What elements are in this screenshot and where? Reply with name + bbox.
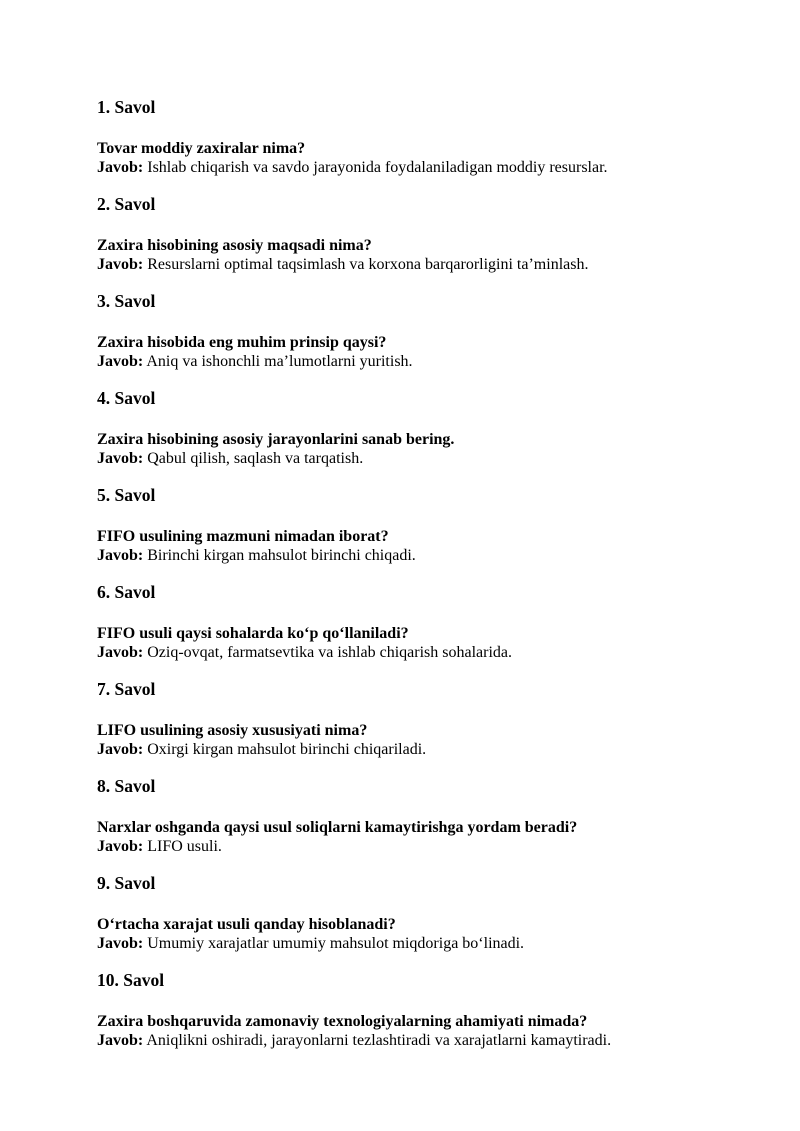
qa-paragraph xyxy=(97,818,730,856)
answer-text: Oziq-ovqat, farmatsevtika va ishlab chiqarish sohalarida. xyxy=(147,644,512,661)
qa-paragraph xyxy=(97,139,730,177)
qa-block xyxy=(97,970,730,1050)
answer-label: Javob: xyxy=(97,353,144,370)
qa-block xyxy=(97,873,730,953)
qa-paragraph xyxy=(97,333,730,371)
qa-block xyxy=(97,679,730,759)
answer-text: Birinchi kirgan mahsulot birinchi chiqadi. xyxy=(147,547,416,564)
question-number-heading: 8. Savol xyxy=(97,776,156,796)
question-text: LIFO usulining asosiy xususiyati nima? xyxy=(97,722,368,739)
question-text: Zaxira hisobining asosiy maqsadi nima? xyxy=(97,237,372,254)
question-text: Zaxira hisobida eng muhim prinsip qaysi? xyxy=(97,334,387,351)
question-number-heading: 5. Savol xyxy=(97,485,156,505)
qa-paragraph xyxy=(97,624,730,662)
qa-paragraph xyxy=(97,527,730,565)
qa-paragraph xyxy=(97,236,730,274)
qa-paragraph xyxy=(97,721,730,759)
question-text: Zaxira boshqaruvida zamonaviy texnologiyalarning ahamiyati nimada? xyxy=(97,1013,588,1030)
question-number-heading: 3. Savol xyxy=(97,291,156,311)
answer-label: Javob: xyxy=(97,1032,144,1049)
qa-block xyxy=(97,776,730,856)
qa-paragraph xyxy=(97,430,730,468)
question-number-heading: 9. Savol xyxy=(97,873,156,893)
answer-text: Ishlab chiqarish va savdo jarayonida foydalaniladigan moddiy resurslar. xyxy=(147,159,608,176)
question-number-heading: 1. Savol xyxy=(97,97,156,117)
answer-label: Javob: xyxy=(97,450,144,467)
answer-text: Qabul qilish, saqlash va tarqatish. xyxy=(147,450,364,467)
qa-block xyxy=(97,582,730,662)
qa-paragraph xyxy=(97,1012,730,1050)
question-number-heading: 6. Savol xyxy=(97,582,156,602)
question-number-heading: 10. Savol xyxy=(97,970,165,990)
qa-paragraph xyxy=(97,915,730,953)
answer-label: Javob: xyxy=(97,547,144,564)
question-text: Zaxira hisobining asosiy jarayonlarini sanab bering. xyxy=(97,431,455,448)
question-text: FIFO usulining mazmuni nimadan iborat? xyxy=(97,528,389,545)
answer-label: Javob: xyxy=(97,935,144,952)
qa-block xyxy=(97,485,730,565)
answer-label: Javob: xyxy=(97,644,144,661)
answer-text: Aniqlikni oshiradi, jarayonlarni tezlashtiradi va xarajatlarni kamaytiradi. xyxy=(146,1032,612,1049)
question-text: Narxlar oshganda qaysi usul soliqlarni kamaytirishga yordam beradi? xyxy=(97,819,578,836)
answer-text: Umumiy xarajatlar umumiy mahsulot miqdoriga bo‘linadi. xyxy=(147,935,525,952)
question-number-heading: 7. Savol xyxy=(97,679,156,699)
answer-text: Aniq va ishonchli ma’lumotlarni yuritish. xyxy=(146,353,413,370)
question-text: FIFO usuli qaysi sohalarda ko‘p qo‘llaniladi? xyxy=(97,625,409,642)
answer-text: Resurslarni optimal taqsimlash va korxona barqarorligini ta’minlash. xyxy=(147,256,589,273)
question-text: O‘rtacha xarajat usuli qanday hisoblanadi? xyxy=(97,916,396,933)
answer-text: Oxirgi kirgan mahsulot birinchi chiqariladi. xyxy=(147,741,427,758)
qa-block xyxy=(97,388,730,468)
answer-label: Javob: xyxy=(97,256,144,273)
question-number-heading: 2. Savol xyxy=(97,194,156,214)
question-number-heading: 4. Savol xyxy=(97,388,156,408)
qa-block xyxy=(97,194,730,274)
qa-block xyxy=(97,291,730,371)
answer-label: Javob: xyxy=(97,159,144,176)
answer-label: Javob: xyxy=(97,838,144,855)
qa-block xyxy=(97,97,730,177)
question-text: Tovar moddiy zaxiralar nima? xyxy=(97,140,306,157)
answer-text: LIFO usuli. xyxy=(147,838,222,855)
answer-label: Javob: xyxy=(97,741,144,758)
